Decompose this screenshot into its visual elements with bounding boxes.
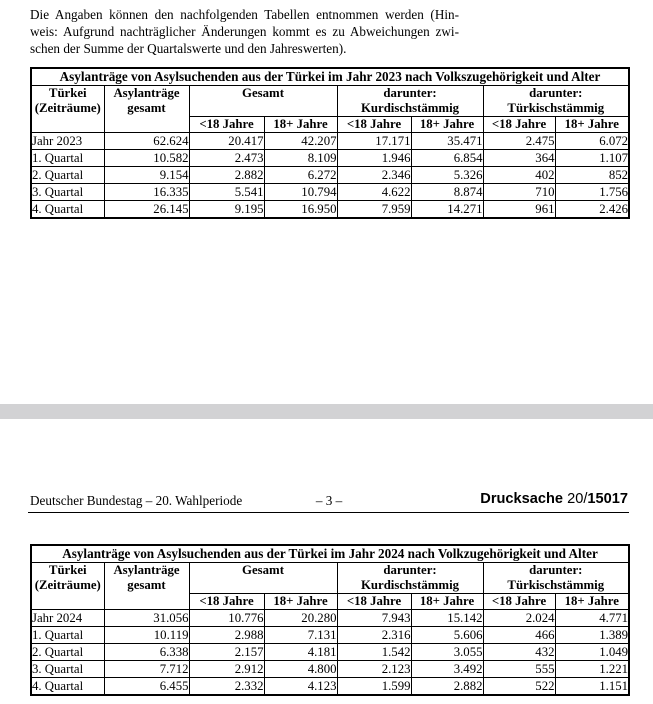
sub-header-over18: 18+ Jahre: [411, 594, 483, 610]
value-cell: 6.272: [264, 167, 337, 184]
page-break-separator: [0, 404, 653, 419]
row-label-cell: 4. Quartal: [31, 201, 104, 219]
value-cell: 10.776: [189, 610, 264, 627]
sub-header-over18: 18+ Jahre: [411, 117, 483, 133]
sub-header-under18: <18 Jahre: [483, 594, 555, 610]
value-cell: 3.492: [411, 661, 483, 678]
table-row: [31, 201, 629, 219]
running-header-left: Deutscher Bundestag – 20. Wahlperiode: [30, 493, 243, 508]
value-cell: 2.123: [337, 661, 411, 678]
col-header-tuerkischstaemmig: [483, 86, 629, 117]
value-cell: 2.316: [337, 627, 411, 644]
col-header-asyl-line1: Asylanträge: [113, 86, 180, 100]
value-cell: 35.471: [411, 133, 483, 150]
value-cell: 2.426: [555, 201, 629, 219]
col-header-kurdischstaemmig: [337, 86, 483, 117]
value-cell: 2.473: [189, 150, 264, 167]
table-row: [31, 678, 629, 696]
col-header-zeitraum-line2: (Zeiträume): [34, 578, 101, 592]
value-cell: 31.056: [104, 610, 189, 627]
col-header-asylantraege-gesamt: [104, 563, 189, 610]
value-cell: 4.123: [264, 678, 337, 696]
col-header-asyl-line2: gesamt: [127, 101, 166, 115]
value-cell: 7.943: [337, 610, 411, 627]
col-header-asyl-line1: Asylanträge: [113, 563, 180, 577]
value-cell: 432: [483, 644, 555, 661]
sub-header-over18: 18+ Jahre: [555, 594, 629, 610]
value-cell: 9.195: [189, 201, 264, 219]
col-header-kurdisch-line2: Kurdischstämmig: [360, 101, 460, 115]
drucksache-word: Drucksache: [480, 491, 564, 507]
value-cell: 4.622: [337, 184, 411, 201]
value-cell: 3.055: [411, 644, 483, 661]
value-cell: 10.119: [104, 627, 189, 644]
value-cell: 2.882: [411, 678, 483, 696]
value-cell: 1.221: [555, 661, 629, 678]
value-cell: 4.771: [555, 610, 629, 627]
value-cell: 4.181: [264, 644, 337, 661]
col-header-zeitraum-line1: Türkei: [48, 563, 87, 577]
sub-header-over18: 18+ Jahre: [555, 117, 629, 133]
value-cell: 1.946: [337, 150, 411, 167]
value-cell: 42.207: [264, 133, 337, 150]
value-cell: 62.624: [104, 133, 189, 150]
sub-header-over18: 18+ Jahre: [264, 594, 337, 610]
value-cell: 5.541: [189, 184, 264, 201]
col-header-tuerkisch-line1: darunter:: [529, 86, 583, 100]
table-row: [31, 610, 629, 627]
value-cell: 7.712: [104, 661, 189, 678]
intro-line: weis: Aufgrund nachträglicher Änderungen kommt es zu Abweichungen zwi-: [30, 24, 459, 39]
row-label-cell: 3. Quartal: [31, 661, 104, 678]
value-cell: 8.874: [411, 184, 483, 201]
col-header-tuerkisch-line2: Türkischstämmig: [507, 101, 605, 115]
intro-line: schen der Summe der Quartalswerte und den Jahreswerten).: [30, 41, 347, 56]
table-title-2023: Asylanträge von Asylsuchenden aus der Türkei im Jahr 2023 nach Volkszugehörigkeit und Alter: [31, 68, 629, 86]
asylum-table-2024: [30, 544, 630, 696]
value-cell: 6.072: [555, 133, 629, 150]
table-row: [31, 150, 629, 167]
value-cell: 555: [483, 661, 555, 678]
value-cell: 2.988: [189, 627, 264, 644]
value-cell: 852: [555, 167, 629, 184]
table-row: [31, 644, 629, 661]
col-header-tuerkischstaemmig: [483, 563, 629, 594]
col-header-tuerkisch-line2: Türkischstämmig: [507, 578, 605, 592]
value-cell: 364: [483, 150, 555, 167]
col-header-gesamt: Gesamt: [189, 563, 337, 594]
value-cell: 26.145: [104, 201, 189, 219]
value-cell: 2.332: [189, 678, 264, 696]
value-cell: 20.280: [264, 610, 337, 627]
running-header: [30, 491, 628, 509]
value-cell: 7.131: [264, 627, 337, 644]
value-cell: 20.417: [189, 133, 264, 150]
value-cell: 1.756: [555, 184, 629, 201]
sub-header-under18: <18 Jahre: [337, 117, 411, 133]
col-header-zeitraum-line2: (Zeiträume): [34, 101, 101, 115]
col-header-tuerkisch-line1: darunter:: [529, 563, 583, 577]
value-cell: 466: [483, 627, 555, 644]
sub-header-under18: <18 Jahre: [337, 594, 411, 610]
drucksache-number: 15017: [587, 491, 628, 507]
value-cell: 4.800: [264, 661, 337, 678]
col-header-zeitraum: [31, 563, 104, 610]
row-label-cell: Jahr 2023: [31, 133, 104, 150]
sub-header-under18: <18 Jahre: [483, 117, 555, 133]
value-cell: 2.882: [189, 167, 264, 184]
value-cell: 2.346: [337, 167, 411, 184]
row-label-cell: 1. Quartal: [31, 150, 104, 167]
sub-header-over18: 18+ Jahre: [264, 117, 337, 133]
value-cell: 1.049: [555, 644, 629, 661]
value-cell: 1.542: [337, 644, 411, 661]
table-row: [31, 627, 629, 644]
row-label-cell: 1. Quartal: [31, 627, 104, 644]
value-cell: 2.475: [483, 133, 555, 150]
value-cell: 2.157: [189, 644, 264, 661]
col-header-kurdisch-line2: Kurdischstämmig: [360, 578, 460, 592]
row-label-cell: 2. Quartal: [31, 167, 104, 184]
value-cell: 1.389: [555, 627, 629, 644]
value-cell: 5.326: [411, 167, 483, 184]
value-cell: 1.151: [555, 678, 629, 696]
value-cell: 2.024: [483, 610, 555, 627]
value-cell: 10.582: [104, 150, 189, 167]
value-cell: 10.794: [264, 184, 337, 201]
drucksache-prefix: 20/: [567, 491, 588, 507]
header-rule: [28, 512, 629, 513]
row-label-cell: 4. Quartal: [31, 678, 104, 696]
value-cell: 7.959: [337, 201, 411, 219]
value-cell: 6.455: [104, 678, 189, 696]
value-cell: 1.599: [337, 678, 411, 696]
col-header-asyl-line2: gesamt: [127, 578, 166, 592]
value-cell: 14.271: [411, 201, 483, 219]
col-header-asylantraege-gesamt: [104, 86, 189, 133]
value-cell: 2.912: [189, 661, 264, 678]
value-cell: 5.606: [411, 627, 483, 644]
col-header-gesamt: Gesamt: [189, 86, 337, 117]
value-cell: 961: [483, 201, 555, 219]
sub-header-under18: <18 Jahre: [189, 594, 264, 610]
sub-header-under18: <18 Jahre: [189, 117, 264, 133]
value-cell: 9.154: [104, 167, 189, 184]
col-header-kurdisch-line1: darunter:: [383, 86, 437, 100]
table-row: [31, 133, 629, 150]
value-cell: 8.109: [264, 150, 337, 167]
value-cell: 710: [483, 184, 555, 201]
value-cell: 17.171: [337, 133, 411, 150]
value-cell: 16.950: [264, 201, 337, 219]
value-cell: 6.854: [411, 150, 483, 167]
col-header-zeitraum: [31, 86, 104, 133]
row-label-cell: Jahr 2024: [31, 610, 104, 627]
table-row: [31, 661, 629, 678]
value-cell: 522: [483, 678, 555, 696]
value-cell: 6.338: [104, 644, 189, 661]
row-label-cell: 3. Quartal: [31, 184, 104, 201]
asylum-table-2023: [30, 67, 630, 219]
intro-paragraph: [30, 6, 459, 57]
col-header-zeitraum-line1: Türkei: [48, 86, 87, 100]
drucksache-label: [480, 492, 628, 506]
value-cell: 16.335: [104, 184, 189, 201]
intro-line: Die Angaben können den nachfolgenden Tabellen entnommen werden (Hin-: [30, 7, 459, 22]
table-title-2024: Asylanträge von Asylsuchenden aus der Türkei im Jahr 2024 nach Volkzugehörigkeit und Alter: [31, 545, 629, 563]
row-label-cell: 2. Quartal: [31, 644, 104, 661]
page-number: – 3 –: [315, 493, 343, 508]
value-cell: 402: [483, 167, 555, 184]
value-cell: 1.107: [555, 150, 629, 167]
col-header-kurdischstaemmig: [337, 563, 483, 594]
value-cell: 15.142: [411, 610, 483, 627]
table-row: [31, 167, 629, 184]
col-header-kurdisch-line1: darunter:: [383, 563, 437, 577]
table-row: [31, 184, 629, 201]
